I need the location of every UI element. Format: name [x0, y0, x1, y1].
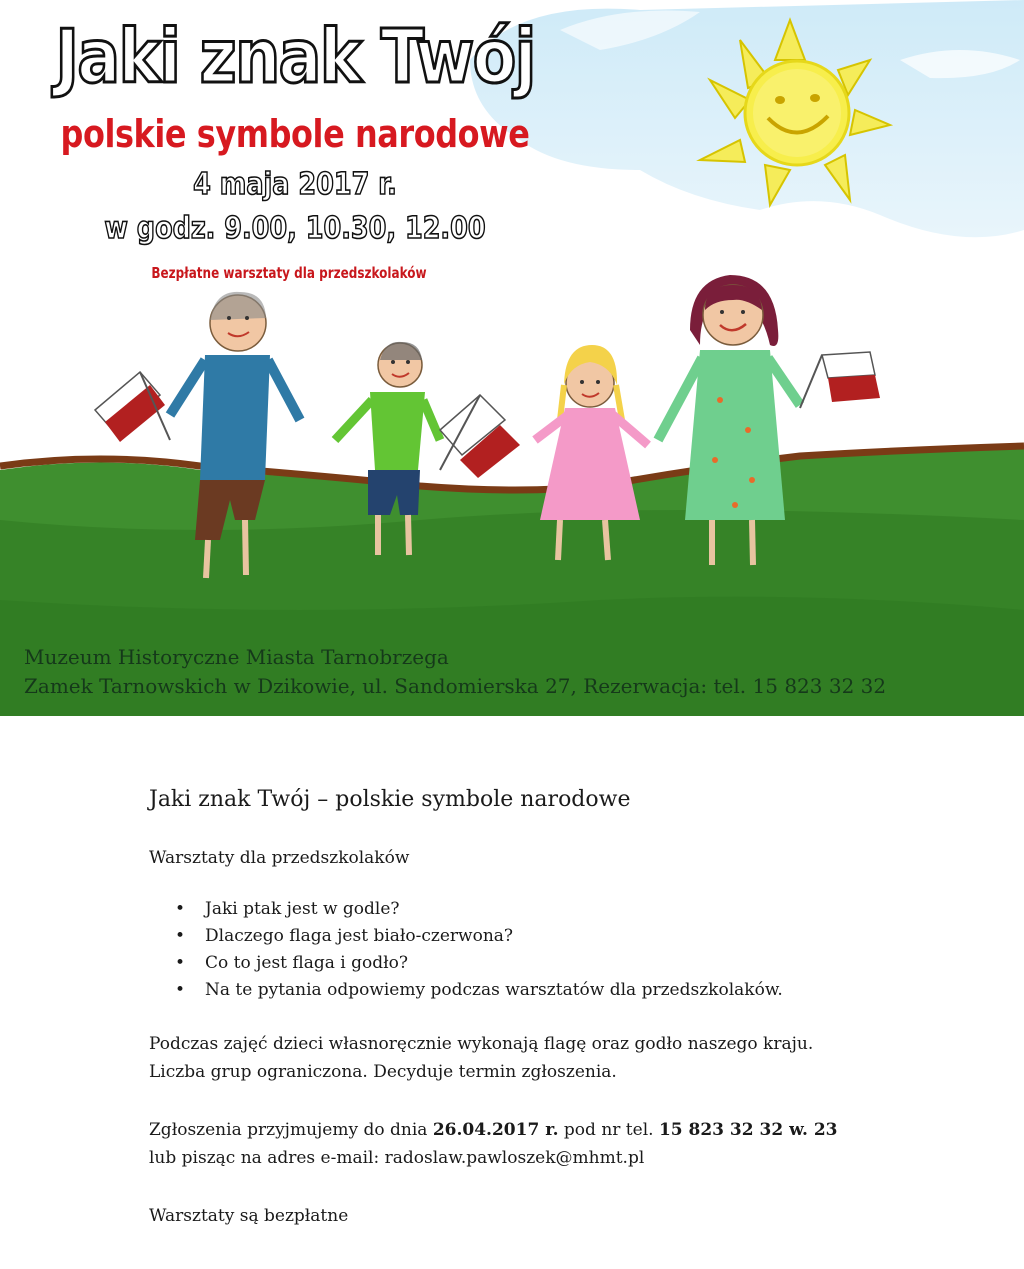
bullet-icon: • — [175, 899, 186, 919]
registration-deadline: 26.04.2017 r. — [432, 1120, 559, 1140]
registration-info: Zgłoszenia przyjmujemy do dnia 26.04.2017 r. pod nr tel. 15 823 32 32 w. 23 lub pisząc na adres e-mail: radoslaw.pawloszek@mhmt.pl — [149, 1116, 909, 1172]
bullet-icon: • — [175, 953, 186, 973]
registration-phone: 15 823 32 32 w. 23 — [658, 1120, 838, 1140]
article-heading: Jaki znak Twój – polskie symbole narodowe — [149, 787, 631, 812]
museum-name: Muzeum Historyczne Miasta Tarnobrzega — [24, 645, 449, 669]
list-item: • Co to jest flaga i godło? — [205, 950, 909, 977]
registration-email: lub pisząc na adres e-mail: radoslaw.pawloszek@mhmt.pl — [149, 1148, 645, 1168]
poster-free-note: Bezpłatne warsztaty dla przedszkolaków — [151, 264, 427, 282]
museum-address: Zamek Tarnowskich w Dzikowie, ul. Sandomierska 27, Rezerwacja: tel. 15 823 32 32 — [24, 674, 887, 698]
poster-hours: w godz. 9.00, 10.30, 12.00 — [104, 211, 486, 246]
workshop-description: Podczas zajęć dzieci własnoręcznie wykonają flagę oraz godło naszego kraju. Liczba grup ograniczona. Decyduje termin zgłoszenia. — [149, 1034, 814, 1082]
bullet-icon: • — [175, 980, 186, 1000]
poster-subtitle: polskie symbole narodowe — [60, 112, 530, 156]
flag-icon — [440, 395, 520, 478]
article — [149, 786, 909, 1230]
question-list — [149, 896, 909, 1004]
flag-icon — [800, 352, 880, 408]
poster-date: 4 maja 2017 r. — [193, 167, 397, 202]
museum-info — [24, 643, 886, 701]
bullet-icon: • — [175, 926, 186, 946]
poster-title: Jaki znak Twój — [55, 14, 535, 100]
list-item: • Jaki ptak jest w godle? — [205, 896, 909, 923]
free-admission-note: Warsztaty są bezpłatne — [149, 1206, 349, 1226]
flag-icon — [95, 372, 170, 442]
article-intro: Warsztaty dla przedszkolaków — [149, 848, 410, 868]
list-item: • Na te pytania odpowiemy podczas warsztatów dla przedszkolaków. — [205, 977, 909, 1004]
list-item: • Dlaczego flaga jest biało-czerwona? — [205, 923, 909, 950]
